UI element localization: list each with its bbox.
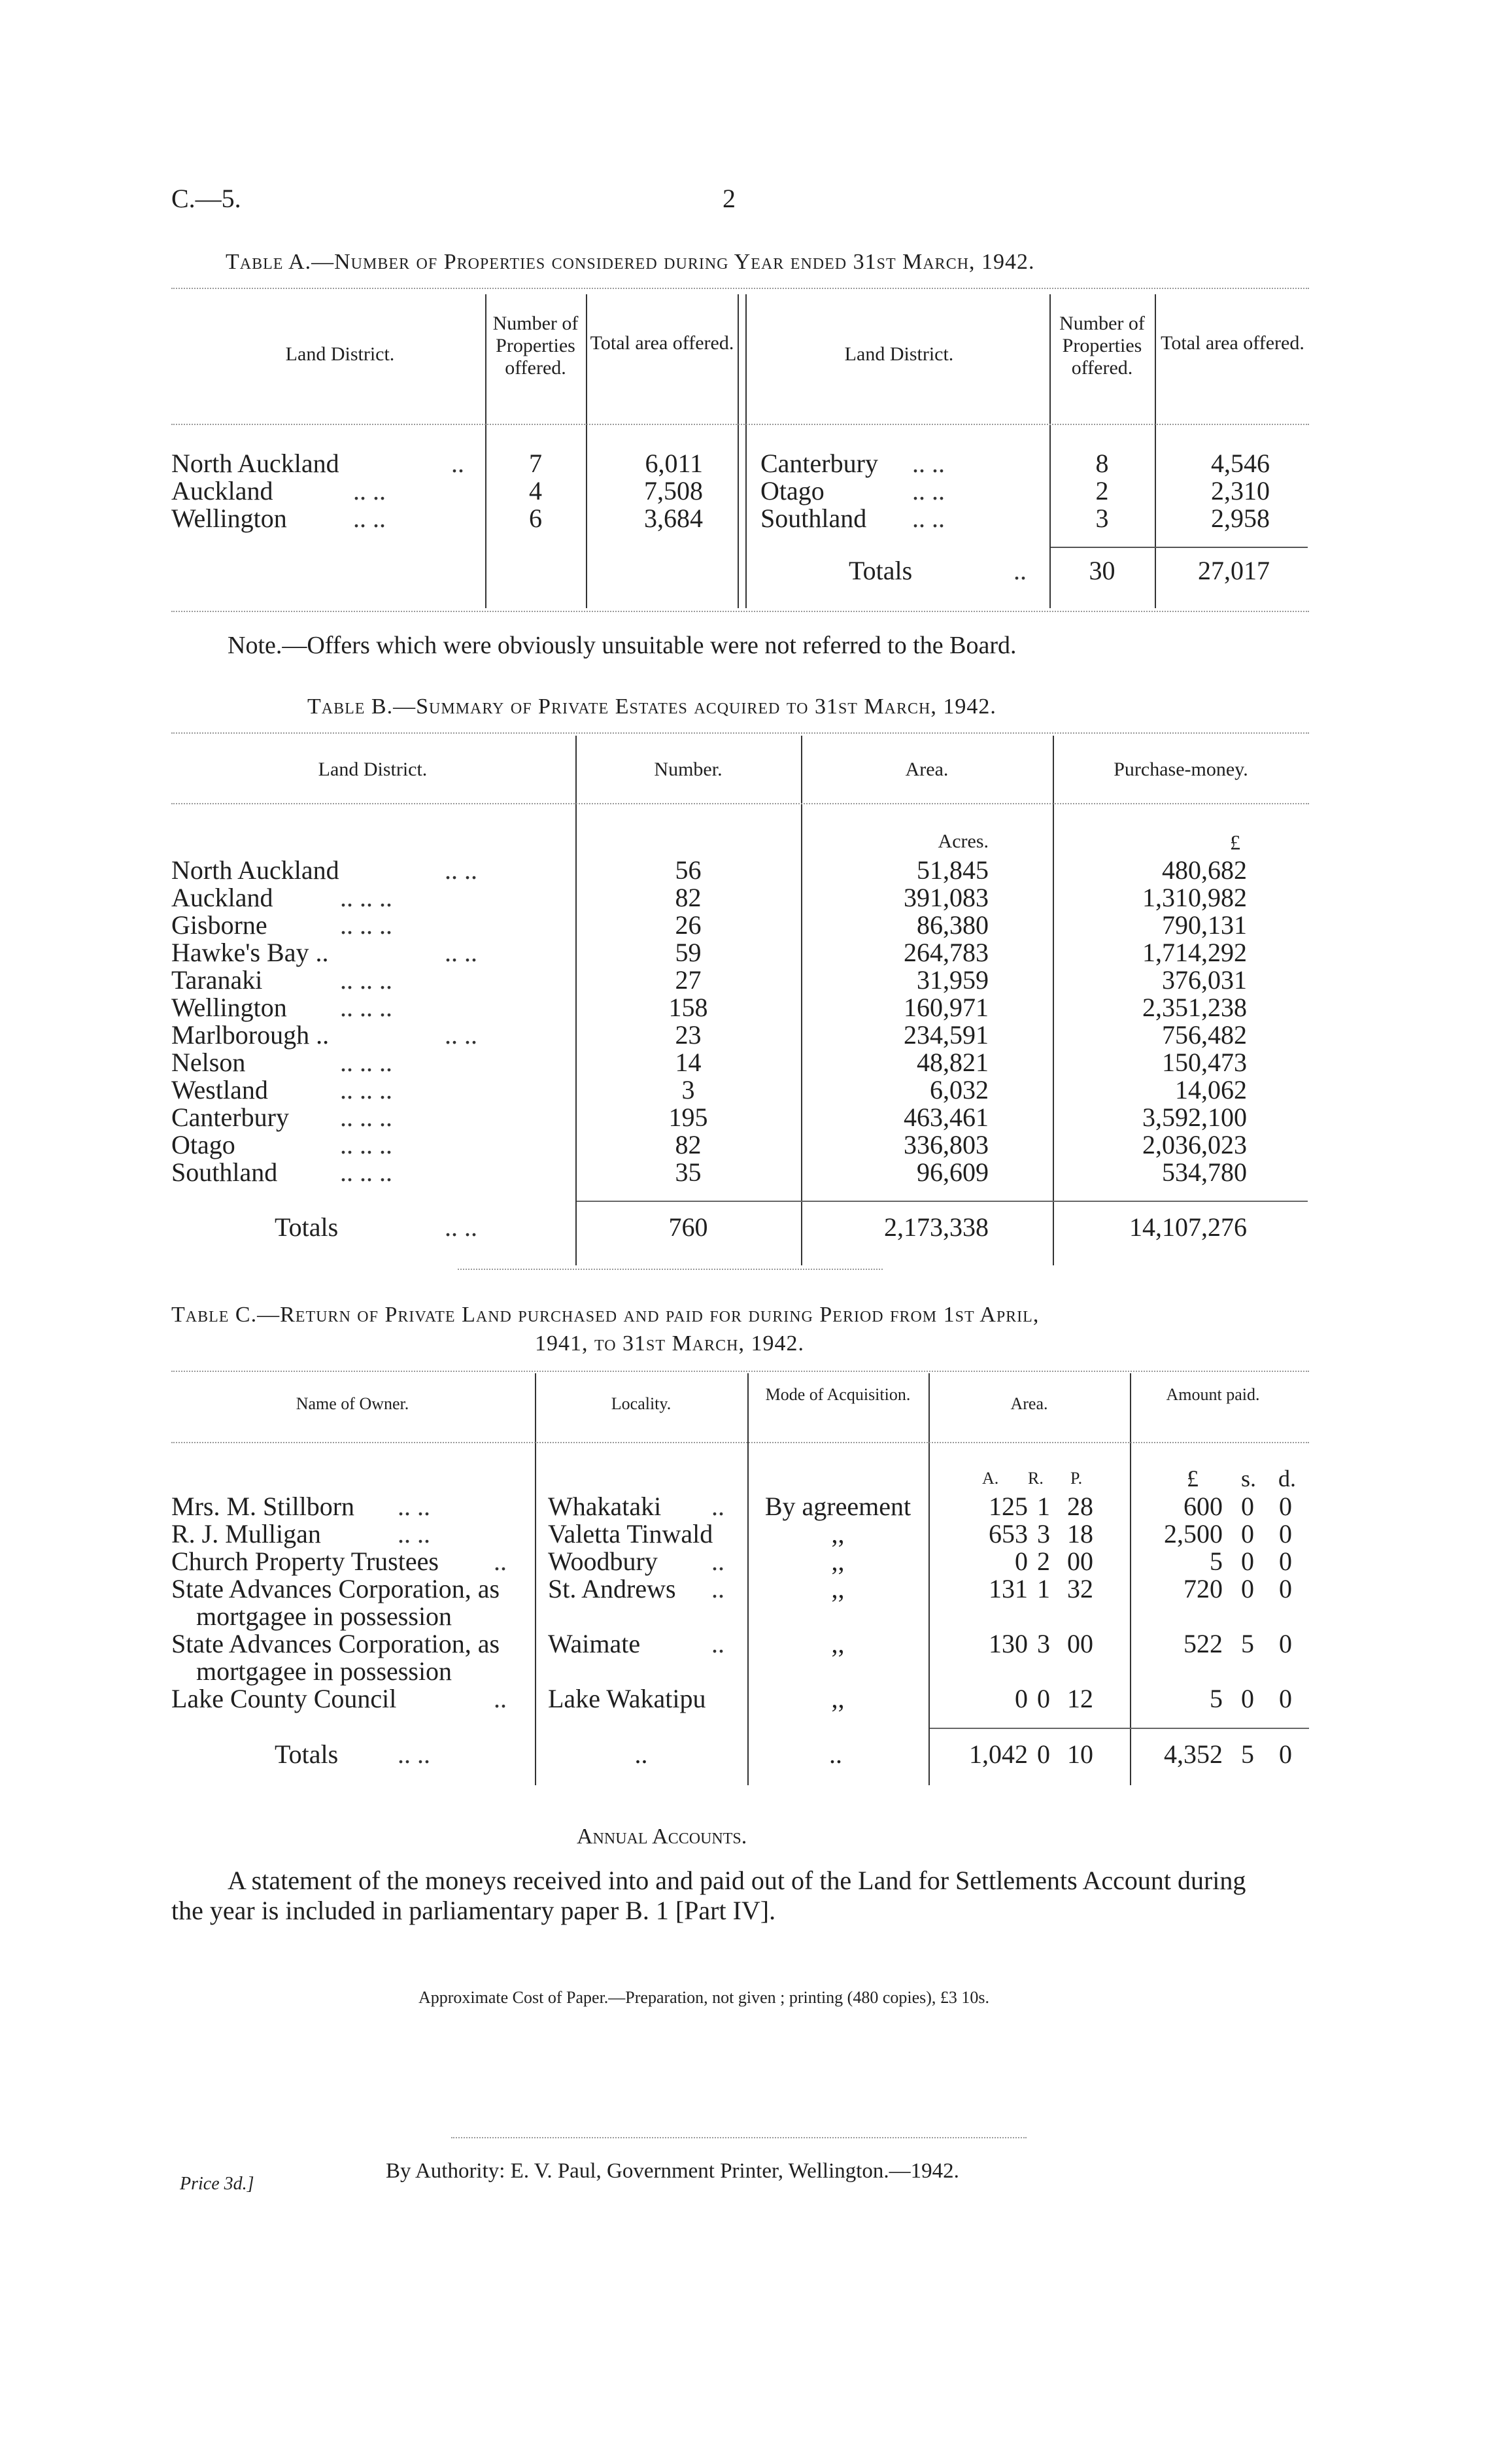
paid-shillings: 0 bbox=[1241, 1574, 1254, 1603]
annual-accounts-heading: Annual Accounts. bbox=[577, 1824, 747, 1849]
number-cell: 8 bbox=[1095, 449, 1109, 478]
totals-label: Totals bbox=[849, 556, 913, 585]
leader-dots: .. bbox=[711, 1492, 724, 1521]
table-b-header-area: Area. bbox=[905, 759, 949, 780]
money-cell: 480,682 bbox=[1162, 855, 1247, 885]
table-b-header-money: Purchase-money. bbox=[1114, 759, 1248, 780]
area-cell: 31,959 bbox=[917, 965, 989, 995]
mode: ,, bbox=[831, 1629, 845, 1658]
district-name: North Auckland bbox=[171, 855, 339, 885]
area-cell: 2,958 bbox=[1211, 504, 1270, 533]
district-name: Auckland bbox=[171, 476, 273, 505]
table-b-header-rule bbox=[171, 803, 1309, 804]
area-acres: 125 bbox=[989, 1492, 1028, 1521]
area-unit: Acres. bbox=[938, 830, 989, 852]
money-cell: 376,031 bbox=[1162, 965, 1247, 995]
table-b-title: Table B.—Summary of Private Estates acquired to 31st March, 1942. bbox=[307, 694, 996, 719]
paid-shillings: 0 bbox=[1241, 1547, 1254, 1576]
table-b-totals-rule bbox=[577, 1201, 1308, 1202]
mode: ,, bbox=[831, 1519, 845, 1549]
table-c-header-paid: Amount paid. bbox=[1166, 1385, 1260, 1404]
money-cell: 2,036,023 bbox=[1142, 1130, 1247, 1159]
mode: ,, bbox=[831, 1684, 845, 1713]
paid-shillings: 0 bbox=[1241, 1492, 1254, 1521]
money-cell: 790,131 bbox=[1162, 910, 1247, 940]
table-a-col-line bbox=[738, 294, 739, 608]
locality: Lake Wakatipu bbox=[548, 1684, 706, 1713]
table-b-bottom-rule bbox=[458, 1269, 883, 1270]
table-b-header-number: Number. bbox=[654, 759, 723, 780]
table-a-header-area: Total area offered. bbox=[590, 332, 734, 354]
area-cell: 96,609 bbox=[917, 1157, 989, 1187]
annual-accounts-text-continued: the year is included in parliamentary paper B. 1 [Part IV]. bbox=[171, 1896, 776, 1925]
area-roods: 3 bbox=[1037, 1519, 1050, 1549]
area-cell: 264,783 bbox=[904, 938, 989, 967]
district-name: Nelson bbox=[171, 1048, 246, 1077]
leader-dots: .. .. .. bbox=[340, 1103, 392, 1132]
total-pence: 0 bbox=[1279, 1739, 1292, 1769]
total-area: 27,017 bbox=[1198, 556, 1270, 585]
leader-dots: .. .. bbox=[912, 476, 945, 505]
table-c-header-area: Area. bbox=[1010, 1394, 1048, 1413]
locality: Waimate bbox=[548, 1629, 641, 1658]
table-a-header-rule bbox=[171, 424, 1309, 425]
area-acres: 130 bbox=[989, 1629, 1028, 1658]
leader-dots: .. bbox=[494, 1684, 507, 1713]
district-name: Hawke's Bay .. bbox=[171, 938, 329, 967]
mode: By agreement bbox=[764, 1492, 911, 1521]
money-cell: 150,473 bbox=[1162, 1048, 1247, 1077]
paid-pounds: 5 bbox=[1210, 1547, 1223, 1576]
paid-pence: 0 bbox=[1279, 1492, 1292, 1521]
area-cell: 6,032 bbox=[930, 1075, 989, 1104]
owner-name-continued: mortgagee in possession bbox=[196, 1601, 452, 1631]
area-cell: 86,380 bbox=[917, 910, 989, 940]
table-a-header-district: Land District. bbox=[285, 343, 395, 365]
table-c-col-line bbox=[1130, 1373, 1131, 1785]
owner-name: Lake County Council bbox=[171, 1684, 397, 1713]
district-name: Southland bbox=[171, 1157, 278, 1187]
number-cell: 59 bbox=[675, 938, 702, 967]
paid-pence: 0 bbox=[1279, 1574, 1292, 1603]
table-c-totals-rule bbox=[930, 1728, 1309, 1729]
locality: Woodbury bbox=[548, 1547, 658, 1576]
unit-pounds: £ bbox=[1187, 1465, 1199, 1492]
money-cell: 3,592,100 bbox=[1142, 1103, 1247, 1132]
district-name: Wellington bbox=[171, 993, 287, 1022]
paid-pounds: 522 bbox=[1183, 1629, 1223, 1658]
money-cell: 2,351,238 bbox=[1142, 993, 1247, 1022]
paid-shillings: 0 bbox=[1241, 1519, 1254, 1549]
total-perches: 10 bbox=[1067, 1739, 1093, 1769]
leader-dots: .. .. .. bbox=[340, 993, 392, 1022]
district-name: Southland bbox=[760, 504, 867, 533]
district-name: Wellington bbox=[171, 504, 287, 533]
table-a-col-line bbox=[745, 294, 747, 608]
number-cell: 3 bbox=[681, 1075, 695, 1104]
locality: Whakataki bbox=[548, 1492, 662, 1521]
number-cell: 26 bbox=[675, 910, 702, 940]
annual-accounts-text: A statement of the moneys received into and paid out of the Land for Settlements Account during bbox=[228, 1866, 1246, 1895]
leader-dots: .. bbox=[711, 1574, 724, 1603]
leader-dots: .. .. .. bbox=[340, 1075, 392, 1104]
area-acres: 0 bbox=[1015, 1684, 1028, 1713]
area-cell: 391,083 bbox=[904, 883, 989, 912]
district-name: North Auckland bbox=[171, 449, 339, 478]
total-acres: 1,042 bbox=[969, 1739, 1028, 1769]
area-acres: 131 bbox=[989, 1574, 1028, 1603]
paid-pounds: 2,500 bbox=[1164, 1519, 1223, 1549]
district-name: Canterbury bbox=[171, 1103, 289, 1132]
district-name: Gisborne bbox=[171, 910, 267, 940]
table-c-top-rule bbox=[171, 1371, 1309, 1372]
paid-shillings: 0 bbox=[1241, 1684, 1254, 1713]
table-a-col-line bbox=[586, 294, 587, 608]
paid-pounds: 5 bbox=[1210, 1684, 1223, 1713]
number-cell: 158 bbox=[668, 993, 708, 1022]
leader-dots: .. .. bbox=[912, 449, 945, 478]
money-cell: 534,780 bbox=[1162, 1157, 1247, 1187]
district-name: Auckland bbox=[171, 883, 273, 912]
table-a-title: Table A.—Number of Properties considered during Year ended 31st March, 1942. bbox=[226, 250, 1035, 274]
owner-name: Mrs. M. Stillborn bbox=[171, 1492, 355, 1521]
printer-authority: By Authority: E. V. Paul, Government Printer, Wellington.—1942. bbox=[386, 2159, 959, 2183]
number-cell: 6 bbox=[529, 504, 542, 533]
number-cell: 82 bbox=[675, 883, 702, 912]
total-money: 14,107,276 bbox=[1129, 1212, 1247, 1242]
total-number: 760 bbox=[668, 1212, 708, 1242]
leader-dots: .. .. bbox=[445, 1212, 477, 1242]
paid-pounds: 600 bbox=[1183, 1492, 1223, 1521]
area-roods: 1 bbox=[1037, 1574, 1050, 1603]
mode: ,, bbox=[831, 1574, 845, 1603]
area-perches: 18 bbox=[1067, 1519, 1093, 1549]
area-perches: 32 bbox=[1067, 1574, 1093, 1603]
paid-pence: 0 bbox=[1279, 1519, 1292, 1549]
number-cell: 3 bbox=[1095, 504, 1109, 533]
leader-dots: .. bbox=[494, 1547, 507, 1576]
area-perches: 12 bbox=[1067, 1684, 1093, 1713]
district-name: Otago bbox=[171, 1130, 235, 1159]
number-cell: 14 bbox=[675, 1048, 702, 1077]
total-number: 30 bbox=[1089, 556, 1115, 585]
leader-dots: .. bbox=[829, 1739, 842, 1769]
paid-shillings: 5 bbox=[1241, 1629, 1254, 1658]
table-a-bottom-rule bbox=[171, 611, 1309, 612]
area-cell: 3,684 bbox=[644, 504, 703, 533]
owner-name-continued: mortgagee in possession bbox=[196, 1656, 452, 1686]
locality: St. Andrews bbox=[548, 1574, 676, 1603]
unit-perches: P. bbox=[1070, 1469, 1083, 1488]
number-cell: 35 bbox=[675, 1157, 702, 1187]
money-cell: 14,062 bbox=[1175, 1075, 1247, 1104]
table-c-header-rule bbox=[171, 1442, 1309, 1443]
footer-rule bbox=[451, 2137, 1027, 2138]
mode: ,, bbox=[831, 1547, 845, 1576]
owner-name: State Advances Corporation, as bbox=[171, 1574, 500, 1603]
table-a-header-number: Number of Properties offered. bbox=[492, 313, 579, 379]
area-cell: 4,546 bbox=[1211, 449, 1270, 478]
table-c-title-continued: 1941, to 31st March, 1942. bbox=[535, 1331, 804, 1356]
paid-pence: 0 bbox=[1279, 1547, 1292, 1576]
table-a-note: Note.—Offers which were obviously unsuitable were not referred to the Board. bbox=[228, 632, 1017, 659]
total-roods: 0 bbox=[1037, 1739, 1050, 1769]
totals-label: Totals bbox=[275, 1212, 339, 1242]
leader-dots: .. .. bbox=[353, 476, 386, 505]
unit-shillings: s. bbox=[1241, 1465, 1257, 1492]
unit-acres: A. bbox=[982, 1469, 999, 1488]
area-cell: 234,591 bbox=[904, 1020, 989, 1050]
owner-name: State Advances Corporation, as bbox=[171, 1629, 500, 1658]
leader-dots: .. bbox=[451, 449, 464, 478]
area-acres: 0 bbox=[1015, 1547, 1028, 1576]
table-a-top-rule bbox=[171, 288, 1309, 289]
totals-label: Totals bbox=[275, 1739, 339, 1769]
table-b-header-district: Land District. bbox=[318, 759, 428, 780]
district-name: Westland bbox=[171, 1075, 268, 1104]
area-roods: 0 bbox=[1037, 1684, 1050, 1713]
total-shillings: 5 bbox=[1241, 1739, 1254, 1769]
leader-dots: .. bbox=[711, 1547, 724, 1576]
total-area: 2,173,338 bbox=[884, 1212, 989, 1242]
leader-dots: .. .. .. bbox=[340, 910, 392, 940]
area-cell: 336,803 bbox=[904, 1130, 989, 1159]
price: Price 3d.] bbox=[180, 2174, 254, 2194]
area-roods: 3 bbox=[1037, 1629, 1050, 1658]
district-name: Canterbury bbox=[760, 449, 878, 478]
number-cell: 27 bbox=[675, 965, 702, 995]
unit-pence: d. bbox=[1278, 1465, 1296, 1492]
area-roods: 2 bbox=[1037, 1547, 1050, 1576]
money-cell: 756,482 bbox=[1162, 1020, 1247, 1050]
area-cell: 6,011 bbox=[645, 449, 703, 478]
number-cell: 195 bbox=[668, 1103, 708, 1132]
table-a-header-area-right: Total area offered. bbox=[1161, 332, 1304, 354]
leader-dots: .. .. .. bbox=[340, 1157, 392, 1187]
leader-dots: .. .. bbox=[445, 855, 477, 885]
leader-dots: .. .. bbox=[445, 938, 477, 967]
number-cell: 7 bbox=[529, 449, 542, 478]
number-cell: 56 bbox=[675, 855, 702, 885]
money-cell: 1,714,292 bbox=[1142, 938, 1247, 967]
leader-dots: .. .. bbox=[398, 1739, 430, 1769]
paid-pence: 0 bbox=[1279, 1684, 1292, 1713]
table-a-header-district-right: Land District. bbox=[844, 343, 954, 365]
money-unit: £ bbox=[1230, 830, 1240, 854]
area-cell: 160,971 bbox=[904, 993, 989, 1022]
leader-dots: .. bbox=[711, 1629, 724, 1658]
number-cell: 2 bbox=[1095, 476, 1109, 505]
area-cell: 463,461 bbox=[904, 1103, 989, 1132]
paid-pounds: 720 bbox=[1183, 1574, 1223, 1603]
table-a-header-number-right: Number of Properties offered. bbox=[1059, 313, 1145, 379]
table-c-title: Table C.—Return of Private Land purchased and paid for during Period from 1st April, bbox=[171, 1303, 1040, 1327]
leader-dots: .. .. bbox=[912, 504, 945, 533]
number-cell: 82 bbox=[675, 1130, 702, 1159]
leader-dots: .. .. bbox=[445, 1020, 477, 1050]
number-cell: 4 bbox=[529, 476, 542, 505]
leader-dots: .. .. bbox=[398, 1519, 430, 1549]
leader-dots: .. .. .. bbox=[340, 965, 392, 995]
total-pounds: 4,352 bbox=[1164, 1739, 1223, 1769]
leader-dots: .. bbox=[634, 1739, 648, 1769]
cost-of-paper: Approximate Cost of Paper.—Preparation, not given ; printing (480 copies), £3 10s. bbox=[418, 1988, 990, 2007]
area-acres: 653 bbox=[989, 1519, 1028, 1549]
document-reference: C.—5. bbox=[171, 184, 241, 213]
area-cell: 51,845 bbox=[917, 855, 989, 885]
area-perches: 28 bbox=[1067, 1492, 1093, 1521]
leader-dots: .. .. .. bbox=[340, 1130, 392, 1159]
leader-dots: .. .. .. bbox=[340, 1048, 392, 1077]
table-a-col-line bbox=[1155, 294, 1156, 608]
district-name: Otago bbox=[760, 476, 825, 505]
money-cell: 1,310,982 bbox=[1142, 883, 1247, 912]
table-c-col-line bbox=[535, 1373, 536, 1785]
table-a-totals-rule bbox=[1051, 547, 1308, 548]
area-perches: 00 bbox=[1067, 1547, 1093, 1576]
leader-dots: .. .. .. bbox=[340, 883, 392, 912]
leader-dots: .. bbox=[1013, 556, 1027, 585]
owner-name: Church Property Trustees bbox=[171, 1547, 439, 1576]
table-c-col-line bbox=[928, 1373, 930, 1785]
area-roods: 1 bbox=[1037, 1492, 1050, 1521]
area-perches: 00 bbox=[1067, 1629, 1093, 1658]
district-name: Taranaki bbox=[171, 965, 263, 995]
district-name: Marlborough .. bbox=[171, 1020, 330, 1050]
page-number: 2 bbox=[723, 184, 736, 213]
number-cell: 23 bbox=[675, 1020, 702, 1050]
locality: Valetta Tinwald bbox=[548, 1519, 713, 1549]
area-cell: 48,821 bbox=[917, 1048, 989, 1077]
table-b-top-rule bbox=[171, 732, 1309, 734]
area-cell: 7,508 bbox=[644, 476, 703, 505]
leader-dots: .. .. bbox=[398, 1492, 430, 1521]
area-cell: 2,310 bbox=[1211, 476, 1270, 505]
table-c-header-owner: Name of Owner. bbox=[296, 1394, 409, 1413]
table-c-header-mode: Mode of Acquisition. bbox=[765, 1385, 911, 1404]
owner-name: R. J. Mulligan bbox=[171, 1519, 321, 1549]
table-c-header-locality: Locality. bbox=[611, 1394, 672, 1413]
paid-pence: 0 bbox=[1279, 1629, 1292, 1658]
unit-roods: R. bbox=[1028, 1469, 1044, 1488]
leader-dots: .. .. bbox=[353, 504, 386, 533]
